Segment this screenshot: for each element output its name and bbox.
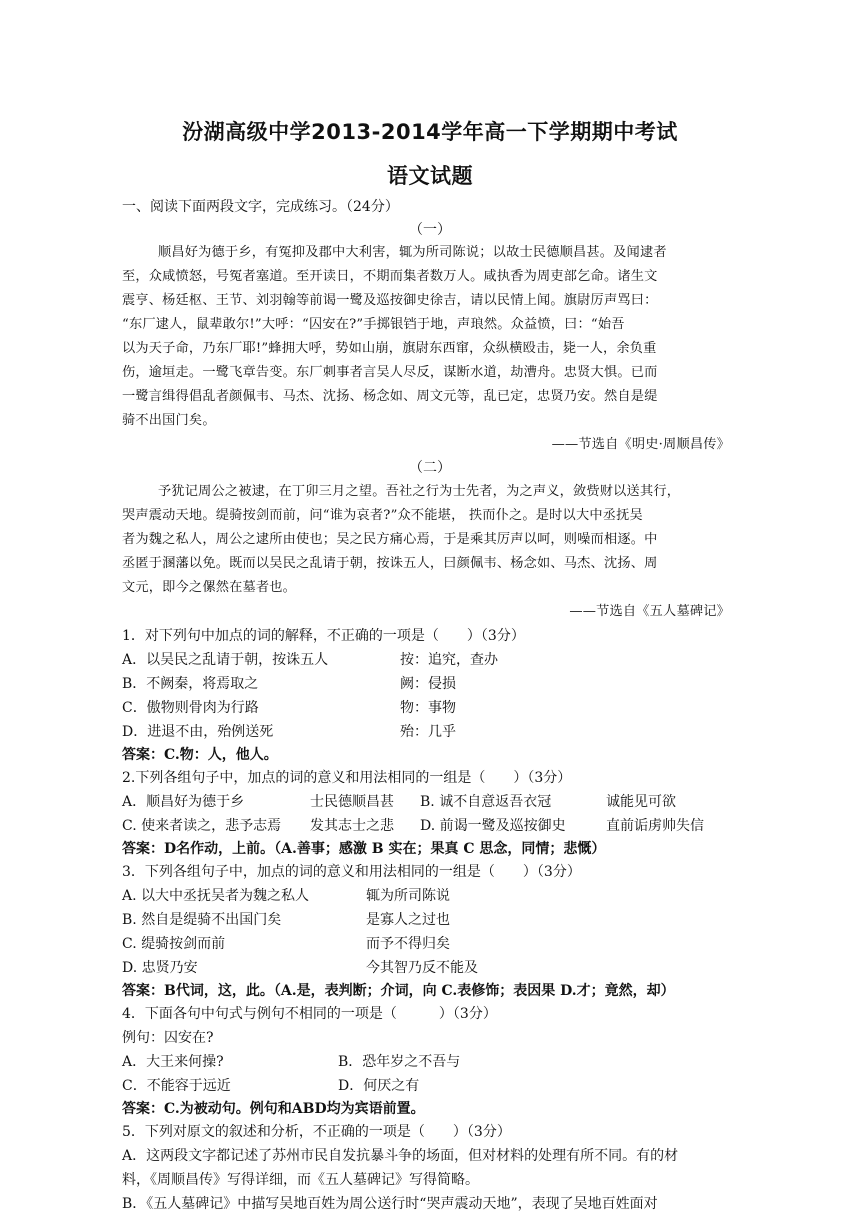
q2-option-b1: B. 诚不自意返吾衣冠	[420, 794, 552, 810]
q1-option-d: D．进退不由，殆例送死	[122, 724, 274, 740]
q2-option-a1: A．顺昌好为德于乡	[122, 794, 245, 810]
part1-marker: （一）	[409, 222, 451, 238]
q1-option-c: C．傲物则骨肉为行路	[122, 700, 259, 716]
q1-answer: 答案：C.物：人，他人。	[122, 747, 278, 763]
q2-option-c1: C. 使来者读之，悲予志焉	[122, 818, 282, 834]
q2-answer: 答案：D名作动，上前。（A.善事；感激 B 实在；果真 C 思念，同情；悲慨）	[122, 841, 606, 857]
q1-gloss-d: 殆：几乎	[400, 724, 456, 740]
q4-option-c: C．不能容于远近	[122, 1078, 231, 1094]
passage1-source: ——节选自《明史·周顺昌传》	[551, 437, 730, 452]
q1-stem: 1．对下列句中加点的词的解释，不正确的一项是（ ）（3分）	[122, 628, 525, 644]
q5-option-a-line1: A．这两段文字都记述了苏州市民自发抗暴斗争的场面，但对材料的处理有所不同。有的材	[122, 1148, 679, 1164]
passage2-line: 者为魏之私人，周公之逮所由使也；吴之民方痛心焉，于是乘其厉声以呵，则噪而相逐。中	[122, 532, 658, 547]
q4-stem: 4．下面各句中句式与例句不相同的一项是（ ）（3分）	[122, 1006, 497, 1022]
q1-option-a: A．以吴民之乱请于朝，按诛五人	[122, 652, 329, 668]
section-heading: 一、阅读下面两段文字，完成练习。（24分）	[122, 199, 399, 215]
q1-option-b: B．不阙秦，将焉取之	[122, 676, 259, 692]
q2-option-c2: 发其志士之悲	[310, 818, 394, 834]
q4-example: 例句：囚安在?	[122, 1030, 214, 1046]
q3-pair-c: 而予不得归矣	[366, 936, 450, 952]
q1-gloss-b: 阙：侵损	[400, 676, 456, 692]
part2-marker: （二）	[409, 460, 451, 476]
q3-option-c: C. 缇骑按剑而前	[122, 936, 226, 952]
q3-pair-d: 今其智乃反不能及	[366, 960, 478, 976]
passage1-line: 至，众咸愤怒，号冤者塞道。至开读日，不期而集者数万人。咸执香为周吏部乞命。诸生文	[122, 269, 658, 284]
passage1-line: 伤，逾垣走。一鹭飞章告变。东厂刺事者言吴人尽反，谋断水道，劫漕舟。忠贤大惧。已而	[122, 365, 658, 380]
q2-option-d2: 直前诟虏帅失信	[606, 818, 704, 834]
q5-option-a-line2: 料，《周顺昌传》写得详细，而《五人墓碑记》写得简略。	[122, 1172, 479, 1188]
passage1-line: 以为天子命，乃东厂耶!”蜂拥大呼，势如山崩，旗尉东西窜，众纵横殴击，毙一人，余负重	[122, 341, 657, 356]
q4-option-b: B．恐年岁之不吾与	[338, 1054, 461, 1070]
q3-pair-a: 辄为所司陈说	[366, 888, 450, 904]
passage2-source: ——节选自《五人墓碑记》	[569, 604, 730, 619]
q3-option-b: B. 然自是缇骑不出国门矣	[122, 912, 282, 928]
passage2-line: 文元，即今之傫然在墓者也。	[122, 580, 297, 595]
q5-option-b-line1: B．《五人墓碑记》中描写吴地百姓为周公送行时“哭声震动天地”，表现了吴地百姓面对	[122, 1196, 658, 1212]
exam-subtitle: 语文试题	[387, 164, 473, 188]
passage1-line: 顺昌好为德于乡，有冤抑及郡中大利害，辄为所司陈说；以故士民德顺昌甚。及闻逮者	[158, 245, 667, 260]
passage1-line: 一鹭言缉得倡乱者颜佩韦、马杰、沈扬、杨念如、周文元等，乱已定，忠贤乃安。然自是缇	[122, 389, 658, 404]
passage1-line: 震亨、杨廷枢、王节、刘羽翰等前谒一鹭及巡按御史徐吉，请以民情上闻。旗尉厉声骂曰：	[122, 293, 658, 308]
passage2-line: 予犹记周公之被逮，在丁卯三月之望。吾社之行为士先者，为之声义，敛赀财以送其行，	[158, 484, 681, 499]
q2-option-d1: D. 前谒一鹭及巡按御史	[420, 818, 566, 834]
q3-pair-b: 是寡人之过也	[366, 912, 450, 928]
q1-gloss-c: 物：事物	[400, 700, 456, 716]
q5-stem: 5．下列对原文的叙述和分析，不正确的一项是（ ）（3分）	[122, 1124, 511, 1140]
passage2-line: 丞匿于溷藩以免。既而以吴民之乱请于朝，按诛五人，曰颜佩韦、杨念如、马杰、沈扬、周	[122, 556, 658, 571]
q4-option-d: D．何厌之有	[338, 1078, 420, 1094]
q2-option-a2: 士民德顺昌甚	[310, 794, 394, 810]
passage1-line: 骑不出国门矣。	[122, 413, 216, 428]
q4-option-a: A．大王来何操?	[122, 1054, 224, 1070]
q3-option-a: A. 以大中丞抚吴者为魏之私人	[122, 888, 310, 904]
passage2-line: 哭声震动天地。缇骑按剑而前，问“谁为哀者?”众不能堪， 抶而仆之。是时以大中丞抚吴	[122, 508, 643, 523]
passage1-line: “东厂逮人，鼠辈敢尔!”大呼：“囚安在?”手掷银铛于地，声琅然。众益愤，曰：“始吾	[122, 317, 625, 332]
q2-option-b2: 诚能见可欲	[606, 794, 676, 810]
q3-option-d: D. 忠贤乃安	[122, 960, 198, 976]
q1-gloss-a: 按：追究，查办	[400, 652, 498, 668]
q3-answer: 答案：B代词，这，此。（A.是，表判断；介词，向 C.表修饰；表因果 D.才；竟然，却）	[122, 983, 675, 999]
q2-stem: 2.下列各组句子中，加点的词的意义和用法相同的一组是（ ）（3分）	[122, 770, 572, 786]
q3-stem: 3．下列各组句子中，加点的词的意义和用法相同的一组是（ ）（3分）	[122, 864, 581, 880]
exam-title: 汾湖高级中学2013-2014学年高一下学期期中考试	[182, 120, 678, 144]
q4-answer: 答案：C.为被动句。例句和ABD均为宾语前置。	[122, 1101, 425, 1117]
